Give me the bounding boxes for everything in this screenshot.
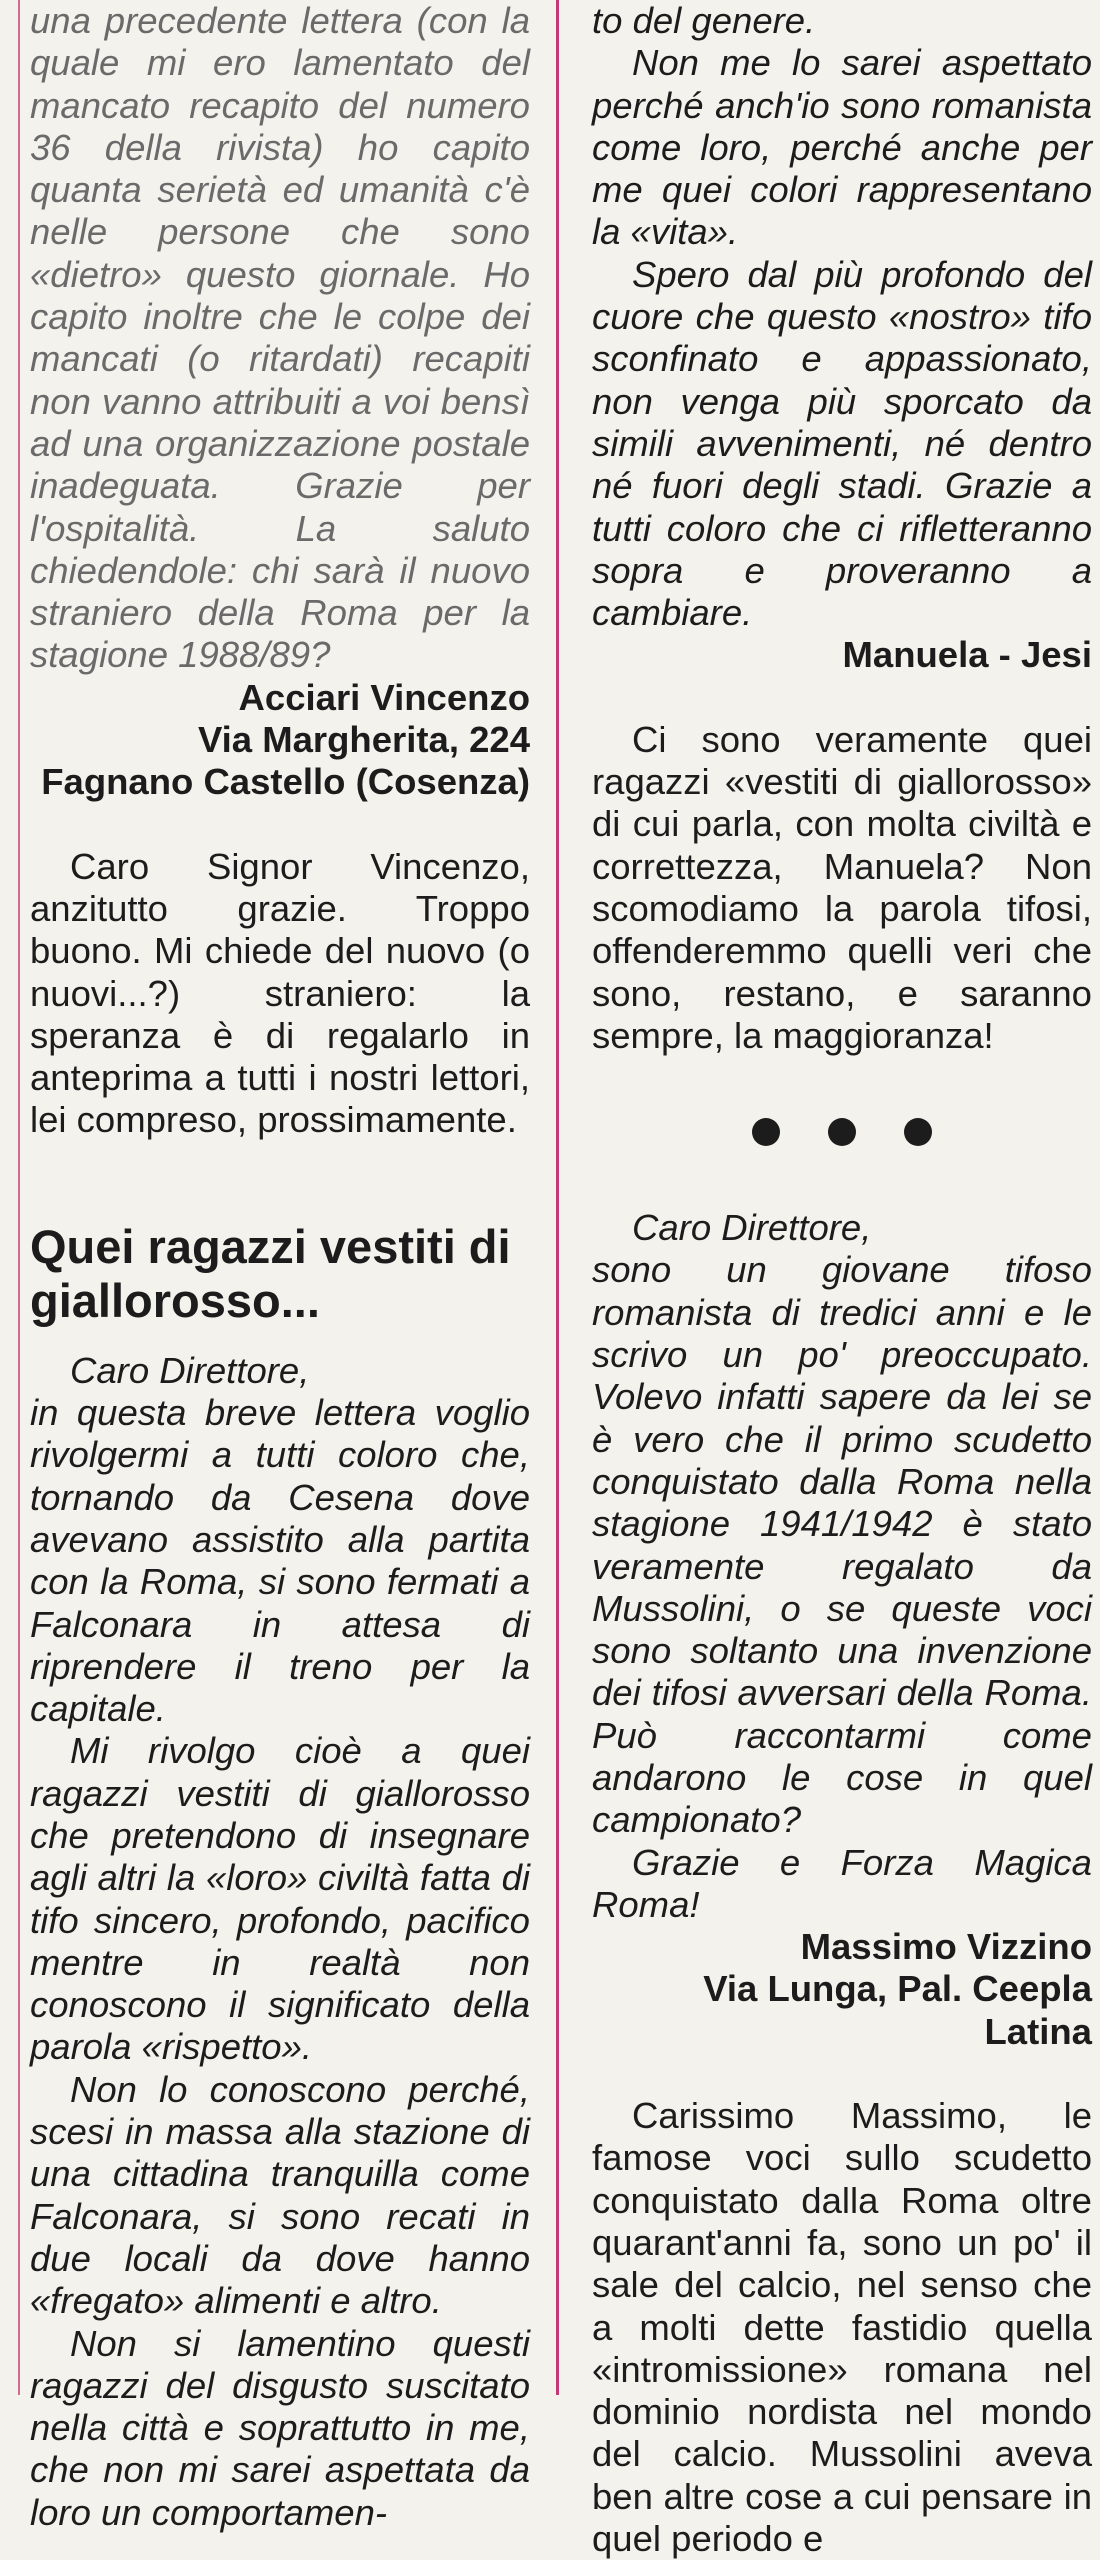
letter3-greeting: Caro Direttore, — [632, 1207, 872, 1249]
letter2-paragraph-5: Non me lo sarei aspettato perché anch'io sono romanista come loro, perché anche per me quei colori rappresentano la «vita». — [592, 42, 1092, 253]
letter1-sig-address: Via Margherita, 224 — [197, 719, 530, 761]
letter2-paragraph-6: Spero dal più profondo del cuore che questo «nostro» tifo sconfinato e appassionato, non venga più sporcato da simili avvenimenti, né dentro né fuori degli stadi. Grazie a tutti coloro che ci rifletteranno sopra e proveranno a cambiare. — [592, 253, 1092, 634]
letter2-paragraph-1: in questa breve lettera voglio rivolgermi a tutti coloro che, tornando da Cesena dove avevano assistito alla partita con la Roma, si sono fermati a Falconara in attesa di riprendere il treno per la capitale. — [30, 1392, 530, 1730]
letter1-sig-city: Fagnano Castello (Cosenza) — [41, 761, 530, 803]
letter2-paragraph-3: Non lo conoscono perché, scesi in massa alla stazione di una cittadina tranquilla come Falconara, si sono recati in due locali da dove hanno «fregato» alimenti e altro. — [30, 2068, 530, 2322]
letter2-paragraph-4: Non si lamentino questi ragazzi del disgusto suscitato nella città e soprattutto in me, che non mi sarei aspettata da loro un comportamen- — [30, 2322, 530, 2533]
section-separator — [592, 1057, 1092, 1207]
letter1-body: una precedente lettera (con la quale mi ero lamentato del mancato recapito del numero 36 della rivista) ho capito quanta serietà ed umanità c'è nelle persone che sono «dietro» questo giornale. Ho capito inoltre che le colpe dei mancati (o ritardati) recapiti non vanno attribuiti a voi bensì ad una organizzazione postale inadeguata. Grazie per l'ospitalità. La saluto chiedendole: chi sarà il nuovo straniero della Roma per la stagione 1988/89? — [30, 0, 530, 676]
letter2-paragraph-2: Mi rivolgo cioè a quei ragazzi vestiti di giallorosso che pretendono di insegnare agli altri la «loro» civiltà fatta di tifo sincero, profondo, pacifico mentre in realtà non conoscono il significato della parola «rispetto». — [30, 1730, 530, 2068]
separator-bullet-icon — [752, 1118, 780, 1146]
letter3-sig-name: Massimo Vizzino — [800, 1926, 1092, 1968]
letter2-greeting: Caro Direttore, — [70, 1349, 310, 1391]
letter2-continuation: to del genere. — [592, 0, 816, 41]
letter3-paragraph-1: sono un giovane tifoso romanista di tredici anni e le scrivo un po' preoccupato. Volevo infatti sapere da lei se è vero che il primo scudetto conquistato dalla Roma nella stagione 1941/1942 è stato veramente regalato da Mussolini, o se queste voci sono soltanto una invenzione dei tifosi avversari della Roma. Può raccontarmi come andarono le cose in quel campionato? — [592, 1249, 1092, 1841]
letter1-sig-name: Acciari Vincenzo — [238, 676, 530, 718]
separator-bullet-icon — [828, 1118, 856, 1146]
letter2-signature: Manuela - Jesi — [842, 634, 1092, 676]
page-edge-line — [18, 0, 20, 2395]
reply3-text: Carissimo Massimo, le famose voci sullo scudetto conquistato dalla Roma oltre quarant'anni fa, sono un po' il sale del calcio, nel senso che a molti dette fastidio quella «intromissione» romana nel dominio nordista nel mondo del calcio. Mussolini aveva ben altre cose a cui pensare in quel periodo e — [592, 2095, 1092, 2560]
column-divider — [556, 0, 559, 2395]
article-headline: Quei ragazzi vestiti di giallorosso... — [30, 1219, 511, 1327]
right-column — [592, 0, 1092, 2560]
reply2-text: Ci sono veramente quei ragazzi «vestiti di giallorosso» di cui parla, con molta civiltà e correttezza, Manuela? Non scomodiamo la parola tifosi, offenderemmo quelli veri che sono, restano, e saranno sempre, la maggioranza! — [592, 718, 1092, 1056]
letter3-sig-address: Via Lunga, Pal. Ceepla — [703, 1968, 1092, 2010]
left-column — [30, 0, 530, 2534]
letter3-signature — [592, 1926, 1092, 2053]
letter3-sig-city: Latina — [984, 2010, 1092, 2052]
separator-bullet-icon — [904, 1118, 932, 1146]
letter1-signature — [30, 677, 530, 804]
reply1-text: Caro Signor Vincenzo, anzitutto grazie. Troppo buono. Mi chiede del nuovo (o nuovi...?) straniero: la speranza è di regalarlo in anteprima a tutti i nostri lettori, lei compreso, prossimamente. — [30, 845, 530, 1141]
letter3-paragraph-2: Grazie e Forza Magica Roma! — [592, 1841, 1092, 1925]
